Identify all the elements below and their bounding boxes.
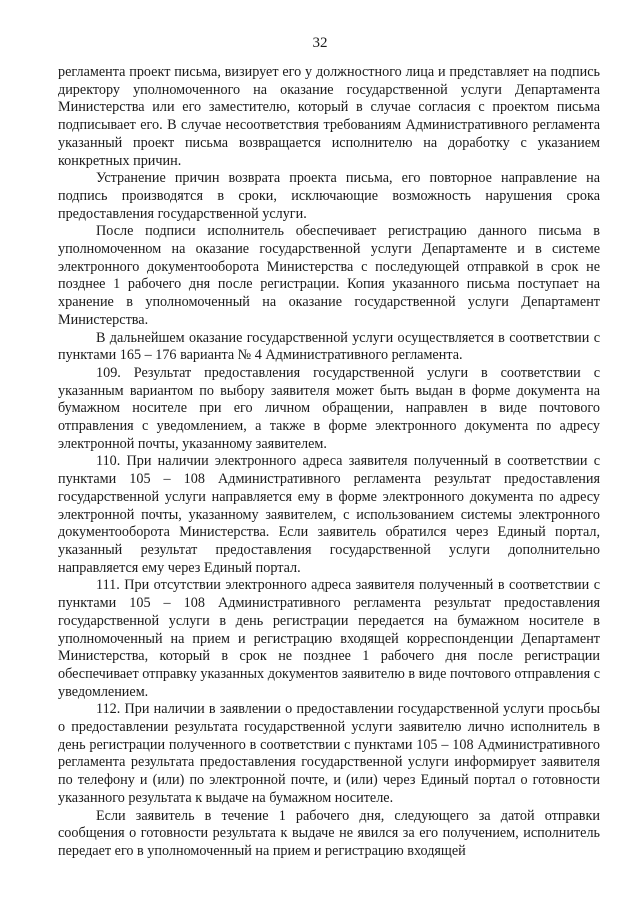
paragraph-111: 111. При отсутствии электронного адреса заявителя полученный в соответствии с пунктами 105 – 108 Административного регламента результат предоставления государственной услуги в день регистрации передается на бумажном носителе в уполномоченный на прием и регистрацию входящей корреспонденции Департамент Министерства, который в срок не позднее 1 рабочего дня после регистрации обеспечивает отправку указанных документов заявителю в виде почтового отправления с уведомлением. bbox=[58, 577, 600, 700]
paragraph: Если заявитель в течение 1 рабочего дня, следующего за датой отправки сообщения о готовности результата к выдаче не явился за его получением, исполнитель передает его в уполномоченный на прием и регистрацию входящей bbox=[58, 807, 600, 859]
paragraph-109: 109. Результат предоставления государственной услуги в соответствии с указанным вариантом по выбору заявителя может быть выдан в форме документа на бумажном носителе при его личном обращении, направлен в виде почтового отправления с уведомлением, а также в форме электронного документа по адресу электронной почты, указанному заявителем. bbox=[58, 364, 600, 452]
paragraph-112: 112. При наличии в заявлении о предоставлении государственной услуги просьбы о предоставлении результата государственной услуги заявителю лично исполнитель в день регистрации полученного в соответствии с пунктами 105 – 108 Административного регламента результата предоставления государственной услуги информирует заявителя по телефону и (или) по электронной почте, и (или) через Единый портал о готовности указанного результата к выдаче на бумажном носителе. bbox=[58, 701, 600, 806]
paragraph: Устранение причин возврата проекта письма, его повторное направление на подпись производятся в сроки, исключающие возможность нарушения срока предоставления государственной услуги. bbox=[58, 170, 600, 222]
page-number: 32 bbox=[312, 35, 328, 51]
paragraph-continuation: регламента проект письма, визирует его у должностного лица и представляет на подпись директору уполномоченного на оказание государственной услуги Департамента Министерства или его заместителю, который в случае согласия с проектом письма подписывает его. В случае несоответствия требованиям Административного регламента указанный проект письма возвращается исполнителю на доработку с указанием конкретных причин. bbox=[58, 64, 600, 169]
paragraph-110: 110. При наличии электронного адреса заявителя полученный в соответствии с пунктами 105 – 108 Административного регламента результат предоставления государственной услуги направляется ему в форме электронного документа по адресу электронной почты, указанному заявителем, с использованием системы электронного документооборота Министерства. Если заявитель обратился через Единый портал, указанный результат предоставления государственной услуги дополнительно направляется ему через Единый портал. bbox=[58, 453, 600, 576]
paragraph: После подписи исполнитель обеспечивает регистрацию данного письма в уполномоченном на оказание государственной услуги Департаменте и в системе электронного документооборота Министерства с последующей отправкой в срок не позднее 1 рабочего дня после регистрации. Копия указанного письма поступает на хранение в уполномоченный на оказание государственной услуги Департамент Министерства. bbox=[58, 223, 600, 328]
document-body bbox=[58, 64, 600, 861]
paragraph: В дальнейшем оказание государственной услуги осуществляется в соответствии с пунктами 165 – 176 варианта № 4 Административного регламента. bbox=[58, 329, 600, 364]
